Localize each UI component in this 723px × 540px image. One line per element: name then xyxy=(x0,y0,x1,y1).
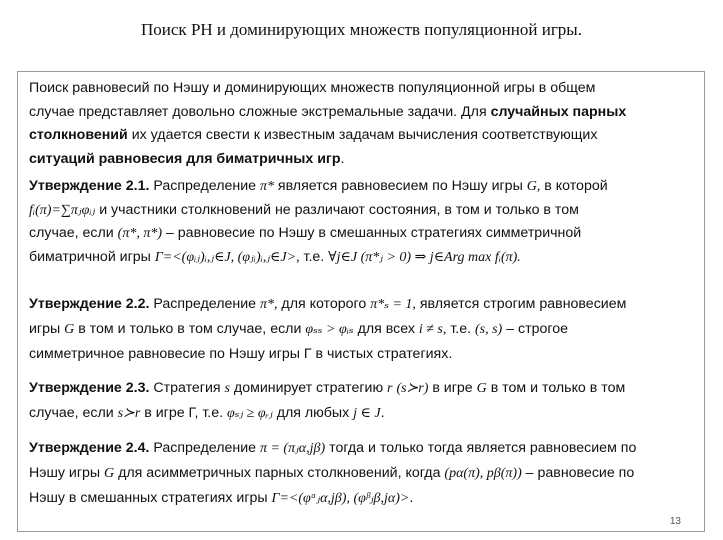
text: т.е. xyxy=(299,248,329,265)
statement-2-4-heading: Утверждение 2.4. xyxy=(29,440,150,456)
math-game-g: G xyxy=(104,466,115,481)
statement-2-3-heading: Утверждение 2.3. xyxy=(29,380,150,396)
text: тогда и только тогда является равновесием по xyxy=(325,440,637,456)
math-distribution: π = (πⱼα,jβ) xyxy=(259,441,326,456)
math-strategy-pair: (pα(π), pβ(π)) xyxy=(444,466,522,481)
math-pair-ss: (s, s) xyxy=(474,322,503,337)
text: для асимметричных парных столкновений, когда xyxy=(114,465,445,481)
text: для которого xyxy=(277,296,371,312)
text: и участники столкновений не различают состояния, в том и только в том xyxy=(95,201,579,218)
text: является строгим равновесием xyxy=(415,296,627,312)
text: случае, если xyxy=(29,225,118,241)
text: Нэшу в смешанных стратегиях игры xyxy=(29,490,272,506)
math-dominance: (s≻r) xyxy=(396,381,429,396)
math-dominance: s≻r xyxy=(117,406,141,421)
text: симметричное равновесие по Нэшу игры Г в чистых стратегиях. xyxy=(29,346,453,362)
text: . xyxy=(409,490,414,506)
math-pi-star: π*, xyxy=(259,297,278,312)
text: в игре xyxy=(428,380,477,396)
math-r: r xyxy=(387,381,393,396)
text: игры xyxy=(29,321,65,337)
math-bimatrix-game: Г=<(φᵅⱼα,jβ), (φᵝⱼβ,jα)> xyxy=(271,491,410,506)
text: Нэшу игры xyxy=(29,465,105,481)
intro-line-4-end: . xyxy=(340,150,345,167)
math-pi-s: π*ₛ = 1, xyxy=(370,297,416,312)
math-j-in-j: j ∈ J xyxy=(353,406,381,421)
math-pi-star: π* xyxy=(259,179,274,194)
statement-2-3 xyxy=(29,376,694,426)
intro-line-1: Поиск равновесий по Нэшу и доминирующих множеств популяционной игры в общем xyxy=(29,80,596,96)
text: для любых xyxy=(272,405,354,421)
text: для всех xyxy=(353,321,419,337)
text: Стратегия xyxy=(149,380,225,396)
statement-2-1-heading: Утверждение 2.1. xyxy=(29,178,150,194)
math-nash-condition: ∀j∈J (π*ⱼ > 0) ⇒ j∈Arg max fᵢ(π). xyxy=(328,249,521,265)
math-i-ne-s: i ≠ s, xyxy=(418,322,447,337)
intro-paragraph xyxy=(29,77,694,171)
text: в том и только в том xyxy=(486,380,626,396)
text: в игре Г, т.е. xyxy=(140,405,228,421)
text: Распределение xyxy=(149,440,260,456)
text: Распределение xyxy=(149,296,260,312)
text: доминирует стратегию xyxy=(229,380,388,396)
math-s: s xyxy=(224,381,230,396)
text: т.е. xyxy=(446,321,475,337)
intro-line-2: случае представляет довольно сложные экстремальные задачи. Для xyxy=(29,103,491,120)
text: случае, если xyxy=(29,405,118,421)
statement-2-2 xyxy=(29,292,694,367)
text: в том и только в том случае, если xyxy=(74,321,306,337)
math-game-g: G, xyxy=(526,179,541,194)
math-game-g: G xyxy=(64,322,75,337)
text: биматричной игры xyxy=(29,248,155,265)
statement-2-1 xyxy=(29,175,694,269)
math-inequality: φₛⱼ ≥ φᵣⱼ xyxy=(227,406,273,421)
text: – равновесие по Нэшу в смешанных стратегиях симметричной xyxy=(162,225,582,241)
text: . xyxy=(380,405,385,421)
intro-bold-term-3: ситуаций равновесия для биматричных игр xyxy=(29,150,341,167)
math-fitness-formula: fᵢ(π)=∑πⱼφᵢⱼ xyxy=(29,202,96,218)
page-number: 13 xyxy=(669,516,681,527)
math-inequality: φₛₛ > φᵢₛ xyxy=(305,322,354,337)
intro-bold-term: случайных парных xyxy=(490,103,627,120)
intro-line-3: их удается свести к известным задачам вычисления соответствующих xyxy=(127,127,598,143)
math-game-g: G xyxy=(476,381,487,396)
math-strategy-pair: (π*, π*) xyxy=(117,226,163,241)
math-bimatrix-game: Г=<(φᵢⱼ)ᵢ,ⱼ∈J, (φⱼᵢ)ᵢ,ⱼ∈J>, xyxy=(154,249,300,265)
text: – равновесие по xyxy=(521,465,635,481)
text: Распределение xyxy=(149,178,260,194)
slide-title: Поиск РН и доминирующих множеств популяционной игры. xyxy=(141,20,582,39)
text: в которой xyxy=(540,178,608,194)
text: является равновесием по Нэшу игры xyxy=(273,178,527,194)
statement-2-4 xyxy=(29,436,694,511)
text: – строгое xyxy=(502,321,569,337)
statement-2-2-heading: Утверждение 2.2. xyxy=(29,296,150,312)
intro-bold-term-2: столкновений xyxy=(29,127,128,143)
